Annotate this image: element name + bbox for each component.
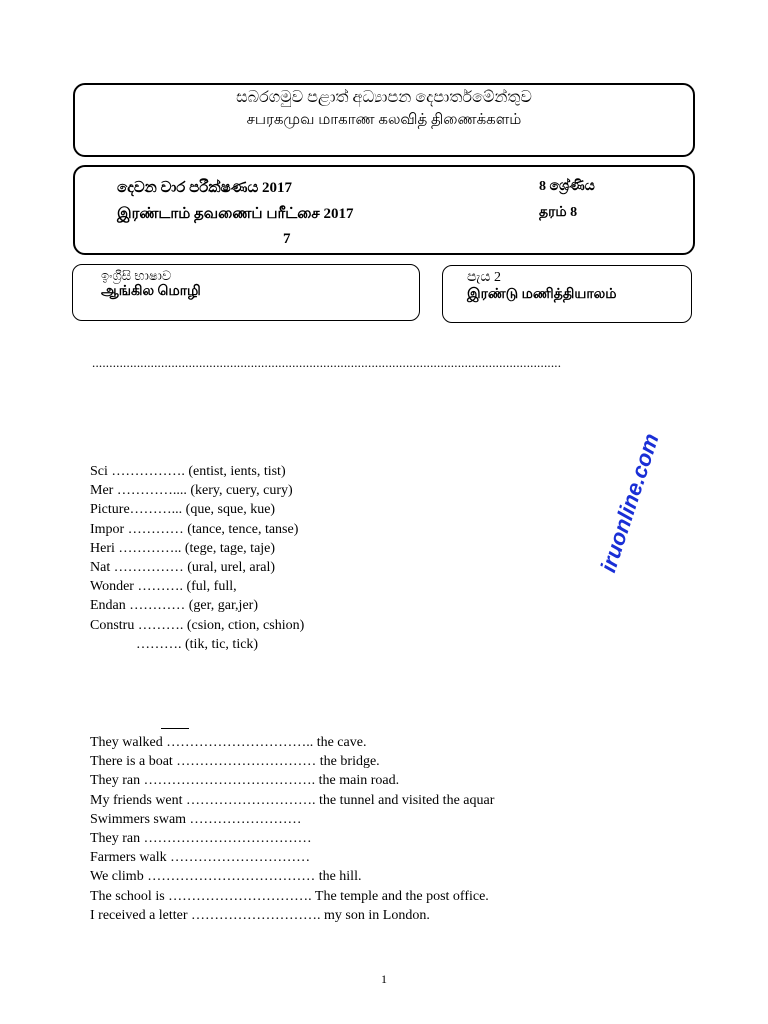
list-item: Farmers walk ………………………… <box>90 850 311 866</box>
list-item: There is a boat ………………………… the bridge. <box>90 754 380 770</box>
list-item: We climb ……………………………… the hill. <box>90 869 362 885</box>
exam-title-sinhala: දෙවන වාර පරීක්ෂණය 2017 <box>117 180 293 196</box>
exam-info-box <box>73 165 695 255</box>
page-number: 1 <box>381 972 387 986</box>
list-item: The school is …………………………. The temple and the post office. <box>90 888 489 904</box>
list-item: Sci ……………. (entist, ients, tist) <box>90 464 286 479</box>
header-sinhala-title: සබරගමුව පළාත් අධ්‍යාපන දෙපාර්තමේන්තුව <box>236 89 532 106</box>
list-item: They ran ……………………………… <box>90 831 312 847</box>
exam-number: 7 <box>283 231 291 247</box>
watermark-text: iruonline.com <box>595 430 664 576</box>
list-item: Constru ………. (csion, ction, cshion) <box>90 617 305 633</box>
grade-tamil: தரம் 8 <box>539 205 578 220</box>
list-item: They walked ………………………….. the cave. <box>90 735 367 750</box>
list-item: Swimmers swam …………………… <box>90 811 302 827</box>
exam-title-tamil: இரண்டாம் தவணைப் பரீட்சை 2017 <box>117 206 354 222</box>
duration-sinhala: පැය 2 <box>467 270 501 285</box>
duration-tamil: இரண்டு மணித்தியாலம் <box>467 287 617 302</box>
subject-box <box>72 264 420 321</box>
grade-sinhala: 8 ශ්‍රේණිය <box>539 179 595 194</box>
list-item: They ran ………………………………. the main road. <box>90 773 400 789</box>
list-item: Heri ………….. (tege, tage, taje) <box>90 540 276 556</box>
list-item: Nat …………… (ural, urel, aral) <box>90 560 276 576</box>
section-word-completion <box>90 462 304 654</box>
list-item: Endan ………… (ger, gar,jer) <box>90 598 258 614</box>
list-item: Picture………... (que, sque, kue) <box>90 502 276 518</box>
subject-tamil: ஆங்கில மொழி <box>101 284 201 299</box>
list-item: I received a letter ………………………. my son in London. <box>90 907 430 923</box>
list-item: ………. (tik, tic, tick) <box>136 636 259 652</box>
duration-box <box>442 265 692 323</box>
section-prepositions <box>90 733 494 925</box>
list-item: Wonder ………. (ful, full, <box>90 579 237 595</box>
subject-sinhala: ඉංග්‍රීසි භාෂාව <box>101 268 172 283</box>
dotted-divider: ........................................................................................................................................ <box>92 355 562 370</box>
overline-mark <box>161 728 189 729</box>
list-item: Impor ………… (tance, tence, tanse) <box>90 521 299 537</box>
list-item: Mer ………….... (kery, cuery, cury) <box>90 483 293 499</box>
header-tamil-title: சபரகமுவ மாகாண கலவித் திணைக்களம் <box>246 112 522 128</box>
header-box <box>73 83 695 157</box>
list-item: My friends went ………………………. the tunnel and visited the aquar <box>90 792 495 808</box>
